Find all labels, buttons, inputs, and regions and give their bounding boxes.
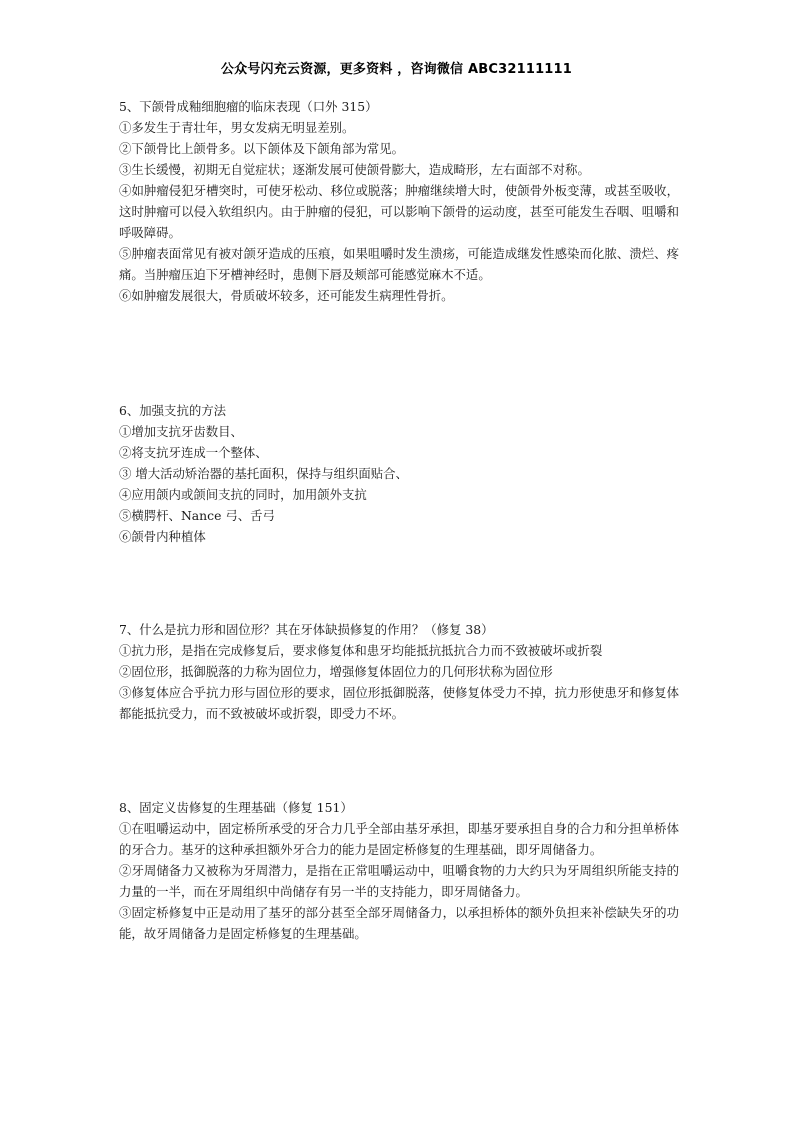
section-7: [119, 619, 679, 724]
section-title: 5、下颌骨成釉细胞瘤的临床表现（口外 315）: [119, 99, 378, 114]
list-item: ⑥如肿瘤发展很大，骨质破坏较多，还可能发生病理性骨折。: [119, 288, 454, 303]
blank-space: [119, 724, 679, 797]
section-title: 7、什么是抗力形和固位形？其在牙体缺损修复的作用？（修复 38）: [119, 622, 494, 637]
list-item: ④如肿瘤侵犯牙槽突时，可使牙松动、移位或脱落；肿瘤继续增大时，使颌骨外板变薄，或甚至吸收，这时肿瘤可以侵入软组织内。由于肿瘤的侵犯，可以影响下颌骨的运动度，甚至可能发生吞咽、咀嚼和呼吸障碍。: [119, 183, 679, 240]
list-item: ③生长缓慢，初期无自觉症状；逐渐发展可使颌骨膨大，造成畸形，左右面部不对称。: [119, 162, 590, 177]
document-body: [119, 96, 679, 944]
section-title: 6、加强支抗的方法: [119, 403, 227, 418]
list-item: ③固定桥修复中正是动用了基牙的部分甚至全部牙周储备力，以承担桥体的额外负担来补偿缺失牙的功能，故牙周储备力是固定桥修复的生理基础。: [119, 905, 679, 941]
list-item: ③ 增大活动矫治器的基托面积，保持与组织面贴合、: [119, 466, 408, 481]
list-item: ②固位形，抵御脱落的力称为固位力，增强修复体固位力的几何形状称为固位形: [119, 664, 553, 679]
section-title: 8、固定义齿修复的生理基础（修复 151）: [119, 800, 353, 815]
list-item: ④应用颌内或颌间支抗的同时，加用颌外支抗: [119, 487, 367, 502]
blank-space: [119, 547, 679, 619]
list-item: ①多发生于青壮年，男女发病无明显差别。: [119, 120, 355, 135]
list-item: ②牙周储备力又被称为牙周潜力，是指在正常咀嚼运动中，咀嚼食物的力大约只为牙周组织所能支持的力量的一半，而在牙周组织中尚储存有另一半的支持能力，即牙周储备力。: [119, 863, 679, 899]
blank-space: [119, 306, 679, 400]
page-header: 公众号闪充云资源，更多资料 ，咨询微信 ABC32111111: [220, 62, 573, 77]
list-item: ⑥颌骨内种植体: [119, 529, 206, 544]
list-item: ①抗力形，是指在完成修复后，要求修复体和患牙均能抵抗抵抗合力而不致被破坏或折裂: [119, 643, 603, 658]
list-item: ②将支抗牙连成一个整体、: [119, 445, 268, 460]
section-5: [119, 96, 679, 306]
list-item: ②下颌骨比上颌骨多。以下颌体及下颌角部为常见。: [119, 141, 404, 156]
list-item: ①在咀嚼运动中，固定桥所承受的牙合力几乎全部由基牙承担，即基牙要承担自身的合力和分担单桥体的牙合力。基牙的这种承担额外牙合力的能力是固定桥修复的生理基础，即牙周储备力。: [119, 821, 679, 857]
section-8: [119, 797, 679, 944]
list-item: ⑤肿瘤表面常见有被对颌牙造成的压痕，如果咀嚼时发生溃疡，可能造成继发性感染而化脓、溃烂、疼痛。当肿瘤压迫下牙槽神经时，患侧下唇及颊部可能感觉麻木不适。: [119, 246, 679, 282]
section-6: [119, 400, 679, 547]
list-item: ⑤横腭杆、Nance 弓、舌弓: [119, 508, 275, 523]
list-item: ③修复体应合乎抗力形与固位形的要求，固位形抵御脱落，使修复体受力不掉，抗力形使患牙和修复体都能抵抗受力，而不致被破坏或折裂，即受力不坏。: [119, 685, 679, 721]
list-item: ①增加支抗牙齿数目、: [119, 424, 243, 439]
